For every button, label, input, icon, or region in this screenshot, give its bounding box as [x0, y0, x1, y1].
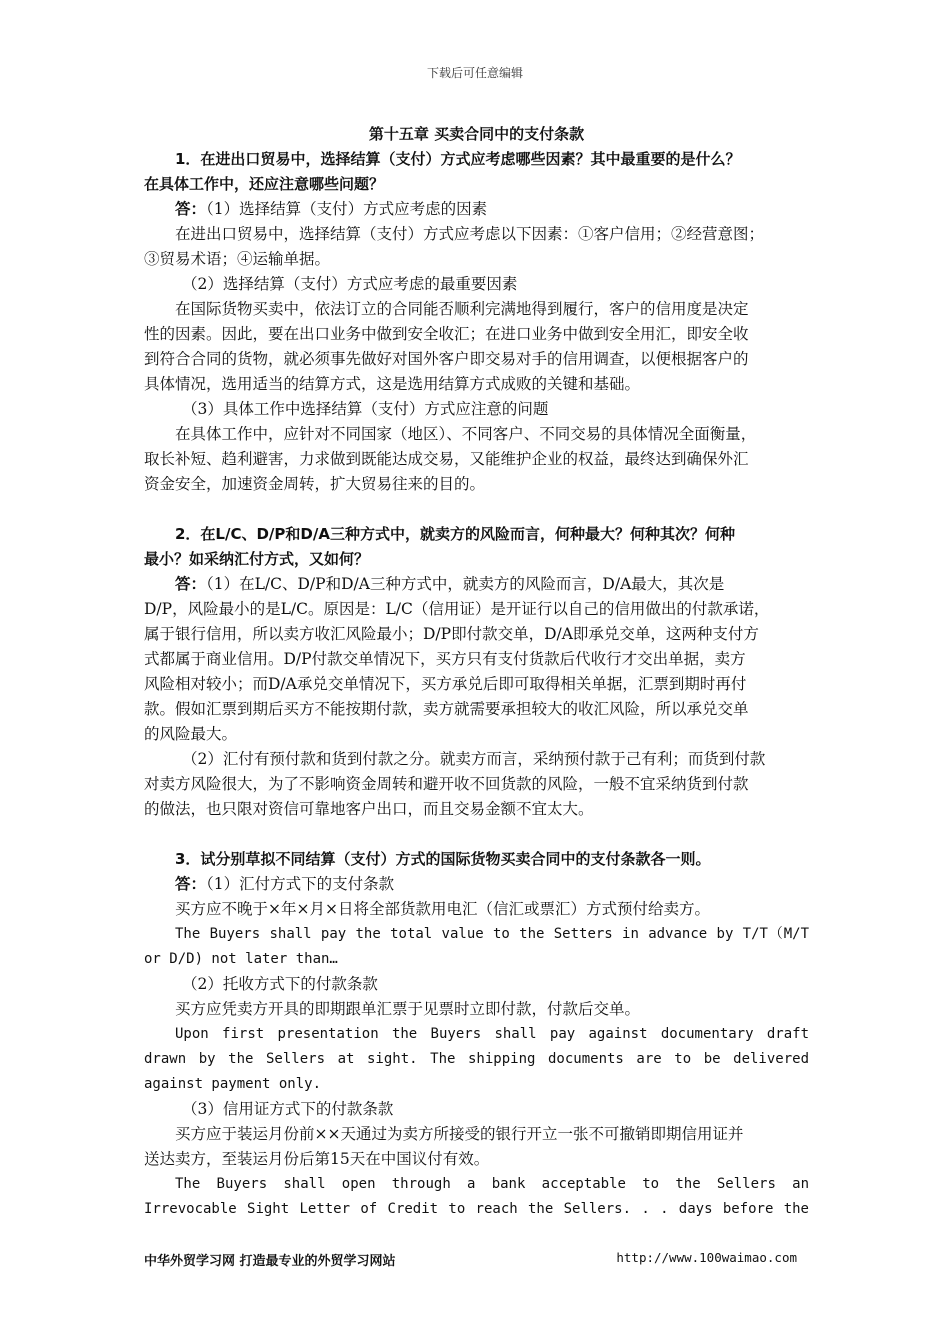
paragraph-line: 送达卖方，至装运月份后第15天在中国议付有效。 — [144, 1150, 490, 1168]
paragraph-line: 取长补短、趋利避害，力求做到既能达成交易，又能维护企业的权益，最终达到确保外汇 — [144, 450, 749, 468]
english-clause-line: drawn by the Sellers at sight. The shipping documents are to be delivered — [144, 1051, 809, 1067]
answer-label: 答： — [175, 200, 207, 218]
answer-3-heading-1 — [144, 872, 809, 897]
answer-1-heading-1 — [144, 197, 809, 222]
footer-url-link[interactable]: http://www.100waimao.com — [616, 1250, 797, 1265]
paragraph-line: 在进出口贸易中，选择结算（支付）方式应考虑以下因素：①客户信用；②经营意图； — [175, 225, 765, 243]
spacer — [144, 822, 809, 847]
paragraph-line: 具体情况，选用适当的结算方式，这是选用结算方式成败的关键和基础。 — [144, 375, 641, 393]
paragraph-line: 资金安全，加速资金周转，扩大贸易往来的目的。 — [144, 475, 486, 493]
answer-text: （1）汇付方式下的支付条款 — [206, 875, 395, 893]
question-2-line-1: 2．在L/C、D/P和D/A三种方式中，就卖方的风险而言，何种最大？何种其次？何种 — [175, 525, 735, 543]
english-clause-line: The Buyers shall open through a bank acceptable to the Sellers an — [175, 1176, 809, 1192]
subheading: （2）托收方式下的付款条款 — [182, 975, 378, 993]
english-clause-line: Upon first presentation the Buyers shall pay against documentary draft — [175, 1026, 809, 1042]
question-3: 3．试分别草拟不同结算（支付）方式的国际货物买卖合同中的支付条款各一则。 — [175, 850, 711, 868]
paragraph-line: 的做法，也只限对资信可靠地客户出口，而且交易金额不宜太大。 — [144, 800, 594, 818]
english-clause-line: Irrevocable Sight Letter of Credit to reach the Sellers. . . days before the — [144, 1201, 809, 1217]
paragraph-line: 在具体工作中，应针对不同国家（地区）、不同客户、不同交易的具体情况全面衡量， — [175, 425, 757, 443]
question-1-line-1: 1．在进出口贸易中，选择结算（支付）方式应考虑哪些因素？其中最重要的是什么？ — [175, 150, 741, 168]
question-2-line-2: 最小？如采纳汇付方式，又如何？ — [144, 550, 370, 568]
english-clause-line: or D/D) not later than… — [144, 951, 338, 967]
paragraph-line: （2）汇付有预付款和货到付款之分。就卖方而言，采纳预付款于己有利；而货到付款 — [182, 750, 766, 768]
paragraph-line: 到符合合同的货物，就必须事先做好对国外客户即交易对手的信用调查，以便根据客户的 — [144, 350, 749, 368]
page-footer — [144, 1250, 809, 1270]
answer-text: （1）在L/C、D/P和D/A三种方式中，就卖方的风险而言，D/A最大，其次是 — [206, 575, 725, 593]
spacer — [144, 497, 809, 522]
answer-text: （1）选择结算（支付）方式应考虑的因素 — [206, 200, 488, 218]
paragraph-line: 式都属于商业信用。D/P付款交单情况下，买方只有支付货款后代收行才交出单据，卖方 — [144, 650, 746, 668]
answer-label: 答： — [175, 875, 207, 893]
paragraph-line: D/P，风险最小的是L/C。原因是：L/C（信用证）是开证行以自己的信用做出的付款承诺， — [144, 600, 770, 618]
paragraph-line: 属于银行信用，所以卖方收汇风险最小；D/P即付款交单，D/A即承兑交单，这两种支付方 — [144, 625, 759, 643]
answer-label: 答： — [175, 575, 207, 593]
footer-site-name: 中华外贸学习网 打造最专业的外贸学习网站 — [144, 1254, 396, 1269]
paragraph-line: ③贸易术语；④运输单据。 — [144, 250, 331, 268]
paragraph-line: 在国际货物买卖中，依法订立的合同能否顺利完满地得到履行，客户的信用度是决定 — [175, 300, 749, 318]
paragraph-line: 对卖方风险很大，为了不影响资金周转和避开收不回货款的风险，一般不宜采纳货到付款 — [144, 775, 749, 793]
paragraph-line: 的风险最大。 — [144, 725, 238, 743]
paragraph-line: 买方应于装运月份前××天通过为卖方所接受的银行开立一张不可撤销即期信用证并 — [175, 1125, 744, 1143]
question-1-line-2: 在具体工作中，还应注意哪些问题？ — [144, 175, 385, 193]
paragraph-line: 风险相对较小；而D/A承兑交单情况下，买方承兑后即可取得相关单据，汇票到期时再付 — [144, 675, 747, 693]
subheading: （2）选择结算（支付）方式应考虑的最重要因素 — [182, 275, 518, 293]
paragraph-line: 买方应凭卖方开具的即期跟单汇票于见票时立即付款，付款后交单。 — [175, 1000, 641, 1018]
document-body — [144, 122, 809, 1222]
paragraph-line: 买方应不晚于×年×月×日将全部货款用电汇（信汇或票汇）方式预付给卖方。 — [175, 900, 710, 918]
paragraph-line: 款。假如汇票到期后买方不能按期付款，卖方就需要承担较大的收汇风险，所以承兑交单 — [144, 700, 749, 718]
subheading: （3）信用证方式下的付款条款 — [182, 1100, 394, 1118]
subheading: （3）具体工作中选择结算（支付）方式应注意的问题 — [182, 400, 549, 418]
paragraph-line: 性的因素。因此，要在出口业务中做到安全收汇；在进口业务中做到安全用汇，即安全收 — [144, 325, 749, 343]
answer-2-line-1 — [144, 572, 809, 597]
english-clause-line: against payment only. — [144, 1076, 322, 1092]
english-clause-line: The Buyers shall pay the total value to the Setters in advance by T/T（M/T — [175, 926, 809, 942]
page-header: 下载后可任意编辑 — [426, 66, 523, 80]
chapter-title: 第十五章 买卖合同中的支付条款 — [368, 125, 585, 143]
